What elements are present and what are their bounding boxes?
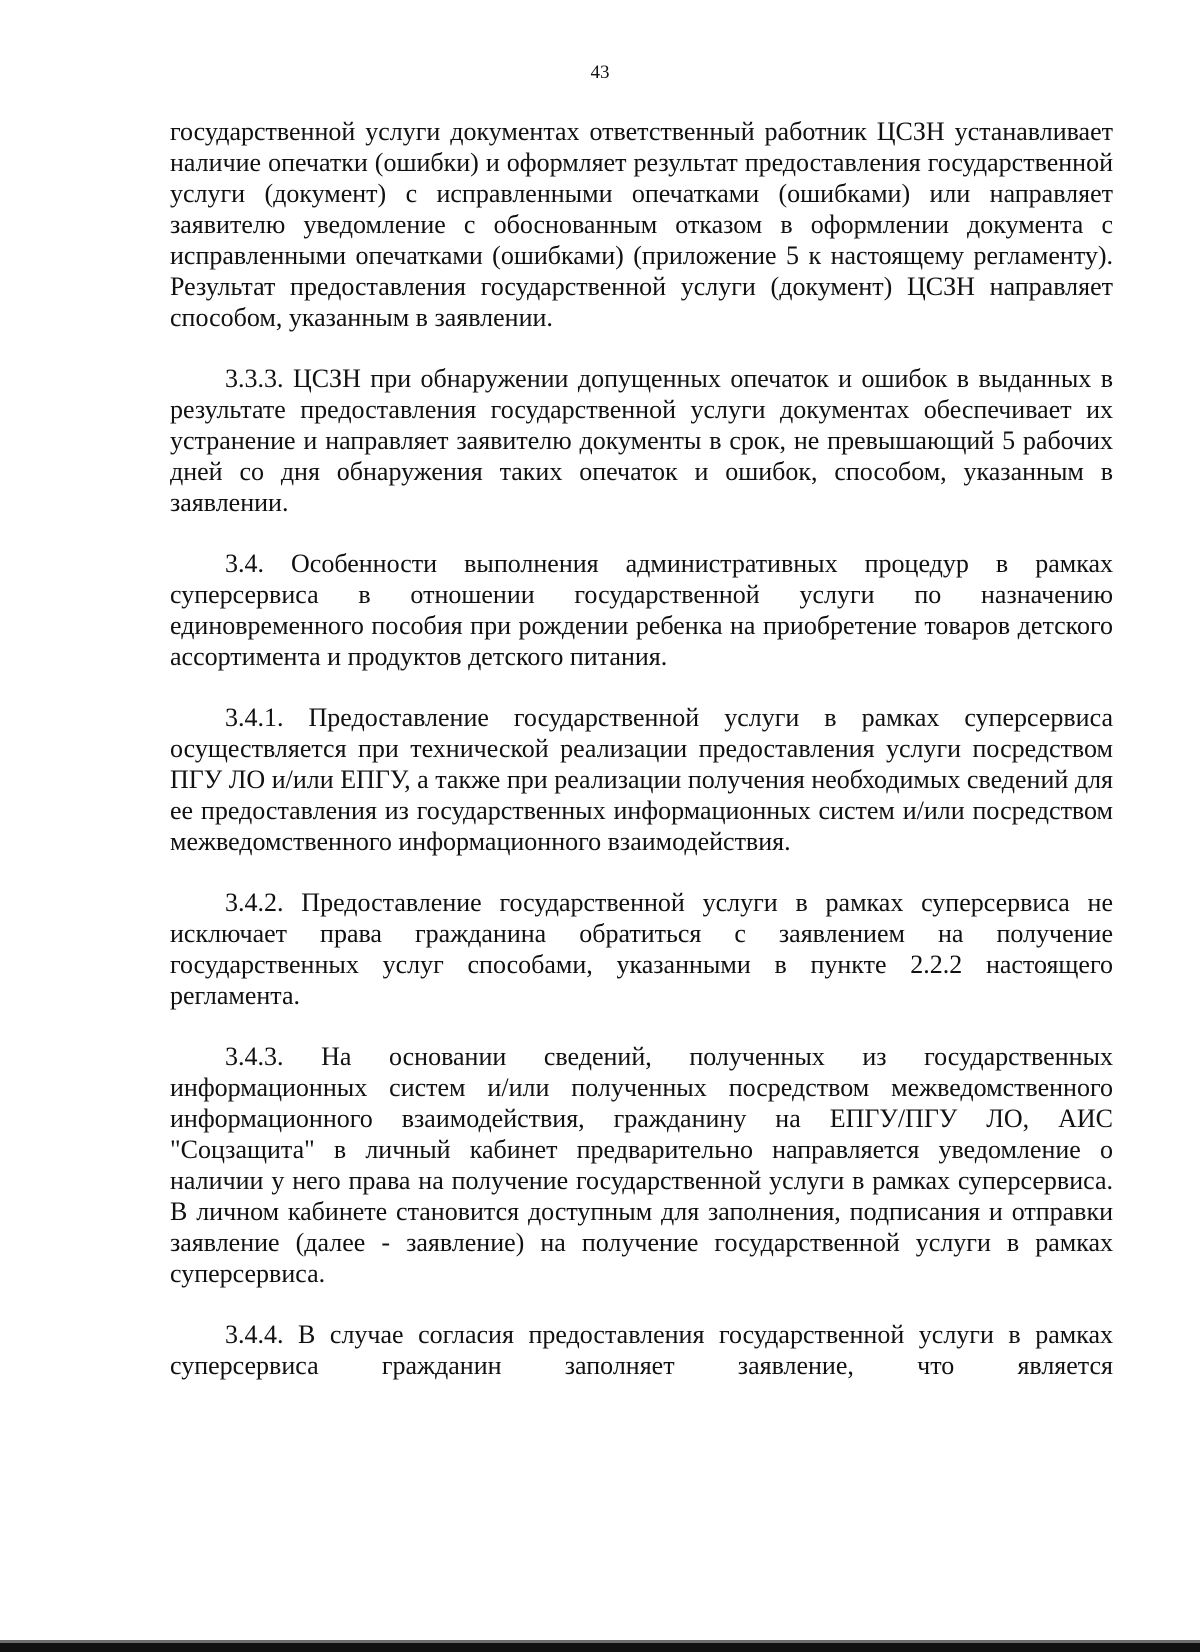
document-body (170, 116, 1113, 1411)
paragraph-3-4: 3.4. Особенности выполнения административных процедур в рамках суперсервиса в отношении государственной услуги по назначению единовременного пособия при рождении ребенка на приобретение товаров детского ассортимента и продуктов детского питания. (170, 549, 1113, 671)
paragraph-continuation: государственной услуги документах ответственный работник ЦСЗН устанавливает наличие опечатки (ошибки) и оформляет результат предоставления государственной услуги (документ) с исправленными опечатками (ошибками) или направляет заявителю уведомление с обоснованным отказом в оформлении документа с исправленными опечатками (ошибками) (приложение 5 к настоящему регламенту). Результат предоставления государственной услуги (документ) ЦСЗН направляет способом, указанным в заявлении. (170, 117, 1113, 332)
paragraph-3-4-3: 3.4.3. На основании сведений, полученных из государственных информационных систем и/или полученных посредством межведомственного информационного взаимодействия, гражданину на ЕПГУ/ПГУ ЛО, АИС "Соцзащита" в личный кабинет предварительно направляется уведомление о наличии у него права на получение государственной услуги в рамках суперсервиса. В личном кабинете становится доступным для заполнения, подписания и отправки заявление (далее - заявление) на получение государственной услуги в рамках суперсервиса. (170, 1042, 1113, 1288)
paragraph-3-4-1: 3.4.1. Предоставление государственной услуги в рамках суперсервиса осуществляется при технической реализации предоставления услуги посредством ПГУ ЛО и/или ЕПГУ, а также при реализации получения необходимых сведений для ее предоставления из государственных информационных систем и/или посредством межведомственного информационного взаимодействия. (170, 703, 1113, 856)
page-number: 43 (590, 62, 610, 83)
paragraph-3-4-4: 3.4.4. В случае согласия предоставления государственной услуги в рамках суперсервиса гражданин заполняет заявление, что является (170, 1320, 1113, 1380)
paragraph-3-4-2: 3.4.2. Предоставление государственной услуги в рамках суперсервиса не исключает права гражданина обратиться с заявлением на получение государственных услуг способами, указанными в пункте 2.2.2 настоящего регламента. (170, 888, 1113, 1010)
scan-bottom-edge (0, 1643, 1200, 1652)
paragraph-3-3-3: 3.3.3. ЦСЗН при обнаружении допущенных опечаток и ошибок в выданных в результате предоставления государственной услуги документах обеспечивает их устранение и направляет заявителю документы в срок, не превышающий 5 рабочих дней со дня обнаружения таких опечаток и ошибок, способом, указанным в заявлении. (170, 364, 1113, 517)
